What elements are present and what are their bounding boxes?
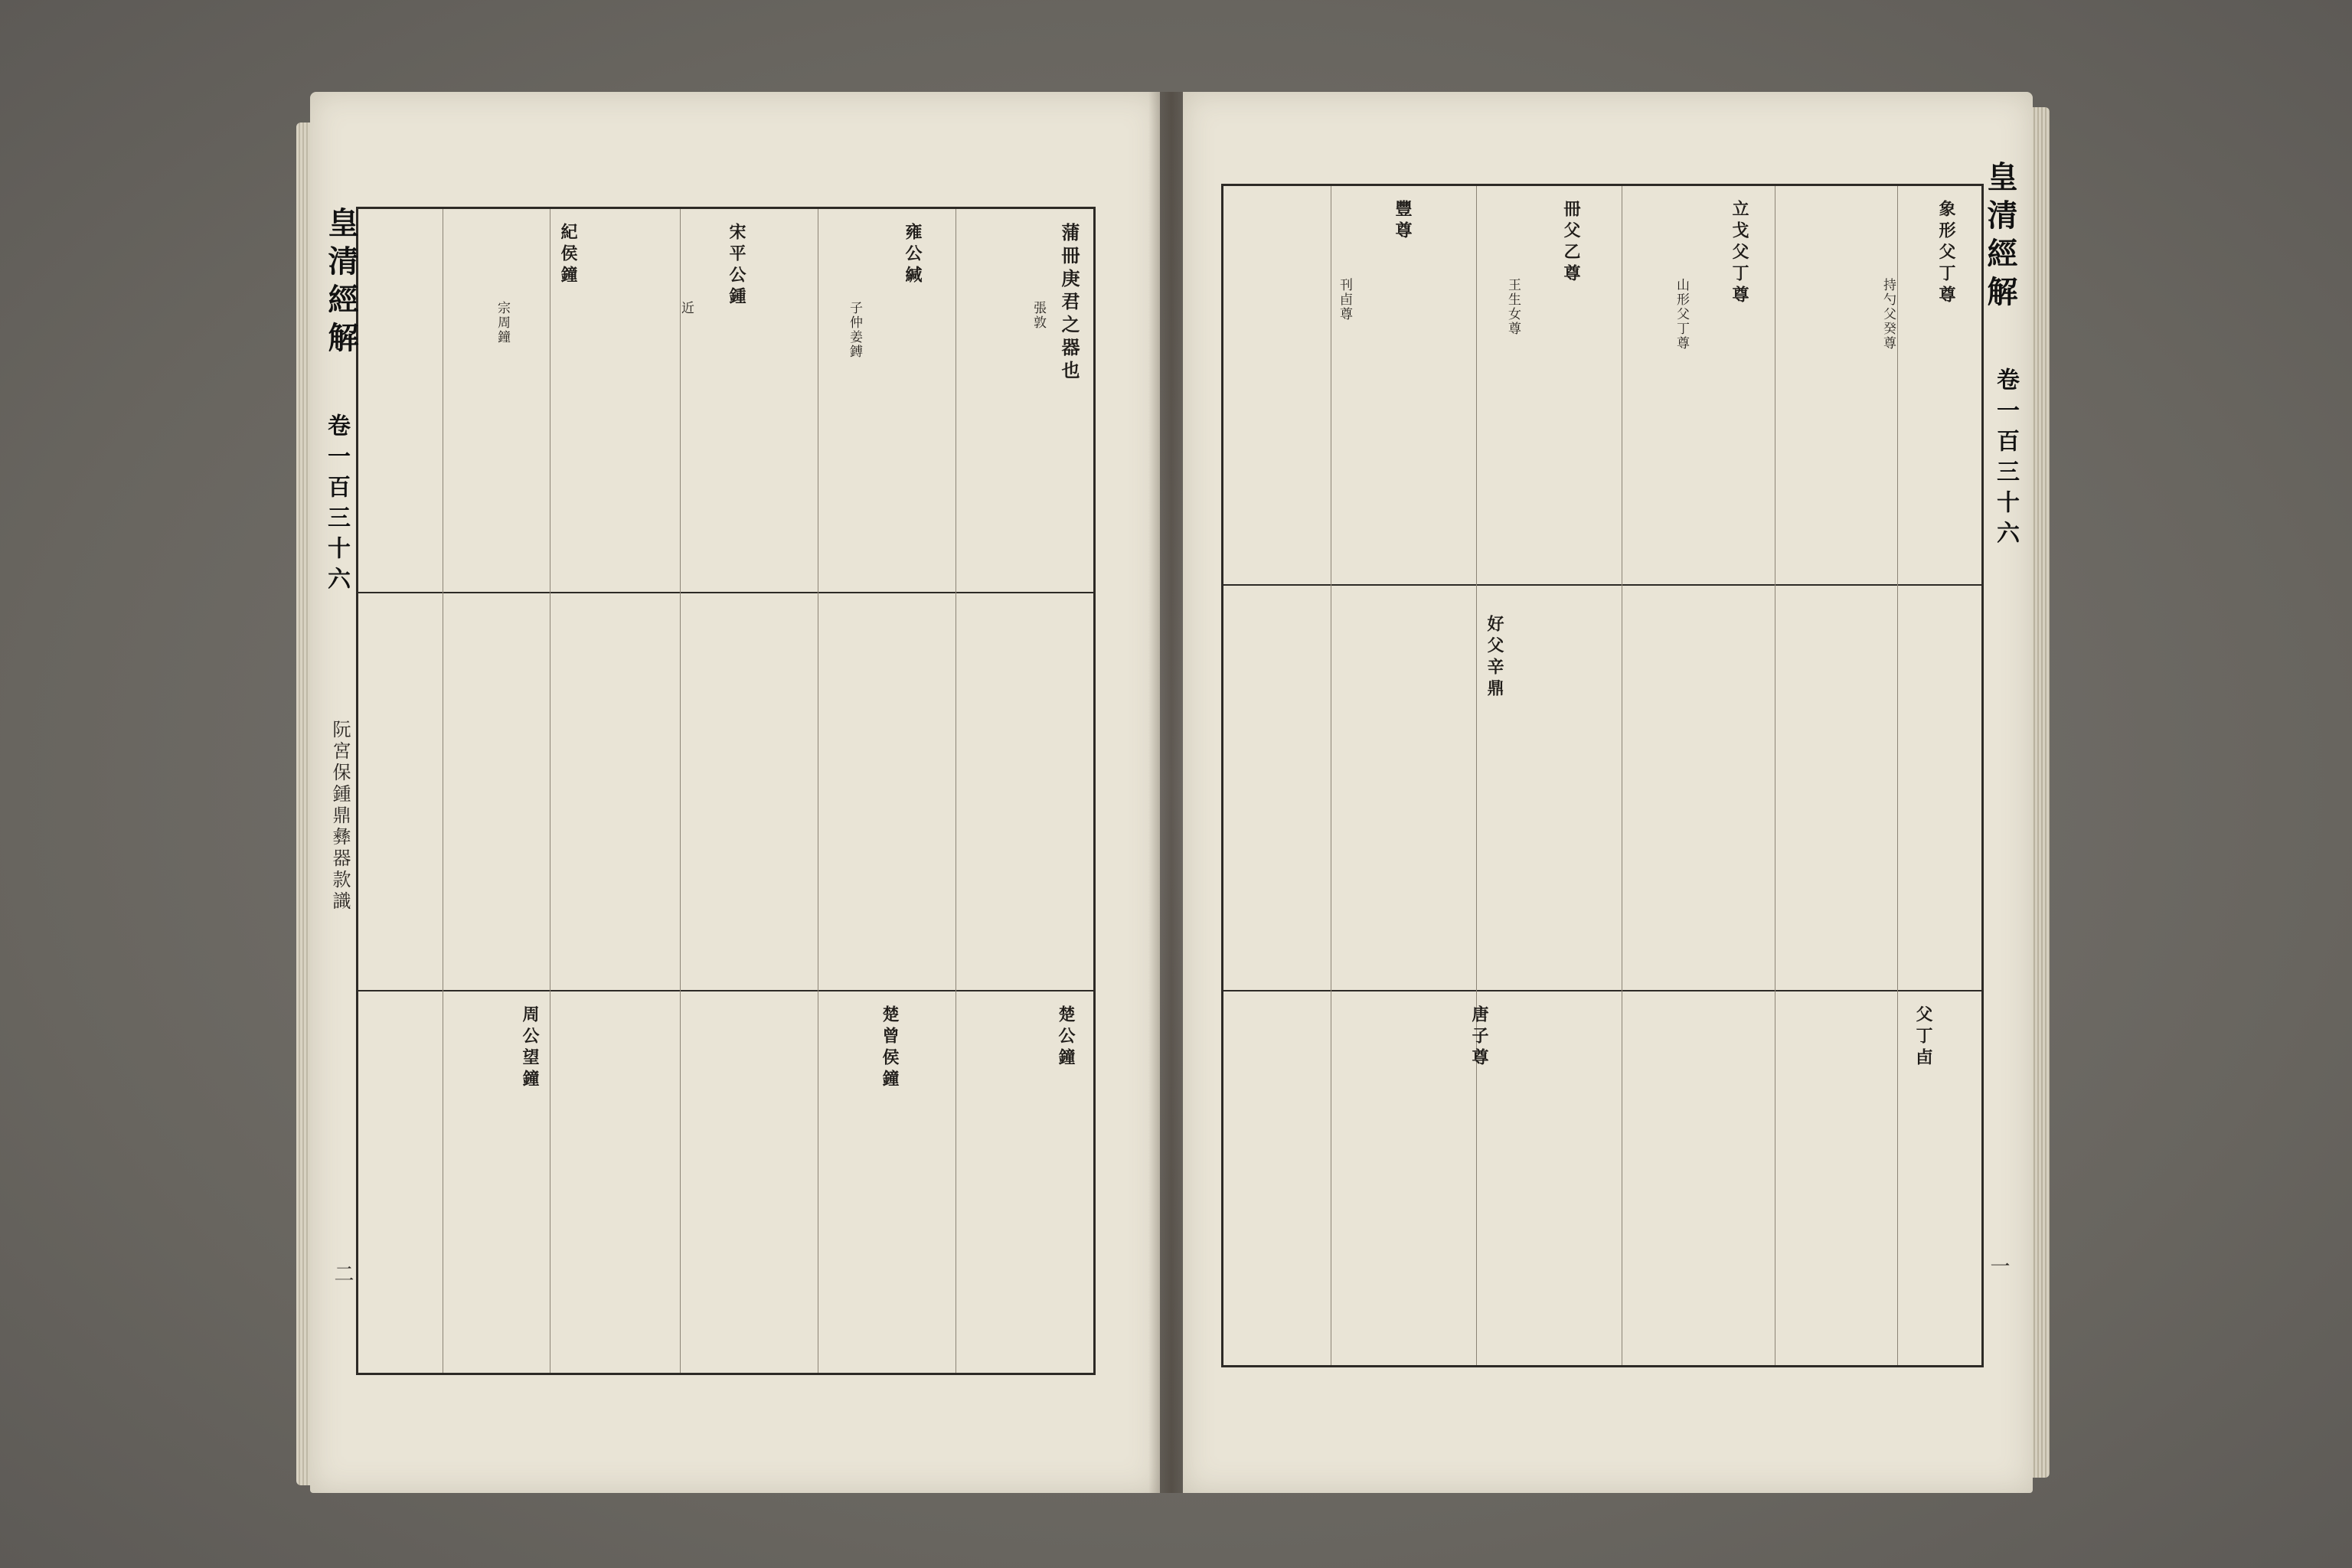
column-rule bbox=[1897, 186, 1898, 1365]
entry-text: 近 bbox=[678, 301, 694, 315]
entry-text: 子仲姜鎛 bbox=[847, 301, 862, 359]
left-page-text-frame bbox=[356, 207, 1096, 1375]
entry-heading: 雍公緘 bbox=[903, 223, 923, 287]
band-divider bbox=[358, 990, 1093, 991]
entry-heading: 唐子尊 bbox=[1469, 1005, 1489, 1070]
open-book bbox=[310, 92, 2033, 1493]
column-rule bbox=[1476, 186, 1477, 1365]
entry-heading: 豐尊 bbox=[1393, 200, 1413, 243]
band-divider bbox=[1223, 990, 1981, 991]
entry-heading: 好父辛鼎 bbox=[1485, 615, 1504, 701]
entry-heading: 楚公鐘 bbox=[1056, 1005, 1076, 1070]
entry-heading: 蒲冊庚君之器也 bbox=[1058, 223, 1080, 384]
entry-text: 王生女尊 bbox=[1505, 278, 1521, 336]
collection-credit: 阮宮保鍾鼎彝器款識 bbox=[329, 720, 351, 913]
volume-label: 卷一百三十六 bbox=[1992, 368, 2019, 551]
entry-heading: 冊父乙尊 bbox=[1561, 200, 1581, 286]
entry-text: 持勺父癸尊 bbox=[1880, 278, 1896, 351]
folio-number: 二 bbox=[331, 1263, 354, 1283]
entry-text: 刊卣尊 bbox=[1337, 278, 1352, 322]
entry-heading: 宋平公鍾 bbox=[727, 223, 746, 309]
entry-heading: 立戈父丁尊 bbox=[1730, 200, 1749, 307]
entry-heading: 周公望鐘 bbox=[520, 1005, 540, 1091]
entry-heading: 紀侯鐘 bbox=[558, 223, 578, 287]
left-page bbox=[310, 92, 1160, 1493]
entry-heading: 象形父丁尊 bbox=[1936, 200, 1956, 307]
entry-heading: 父丁卣 bbox=[1913, 1005, 1933, 1070]
band-divider bbox=[358, 592, 1093, 593]
folio-number: 一 bbox=[1987, 1256, 2010, 1276]
entry-text: 張敦 bbox=[1031, 301, 1046, 330]
running-title: 皇清經解 bbox=[323, 207, 359, 360]
entry-heading: 楚曾侯鐘 bbox=[880, 1005, 900, 1091]
right-page bbox=[1183, 92, 2033, 1493]
band-divider bbox=[1223, 584, 1981, 586]
entry-text: 宗周鐘 bbox=[495, 301, 510, 345]
entry-text: 山形父丁尊 bbox=[1674, 278, 1689, 351]
volume-label: 卷一百三十六 bbox=[323, 413, 350, 597]
right-page-text-frame bbox=[1221, 184, 1984, 1367]
running-title: 皇清經解 bbox=[1982, 161, 2018, 314]
